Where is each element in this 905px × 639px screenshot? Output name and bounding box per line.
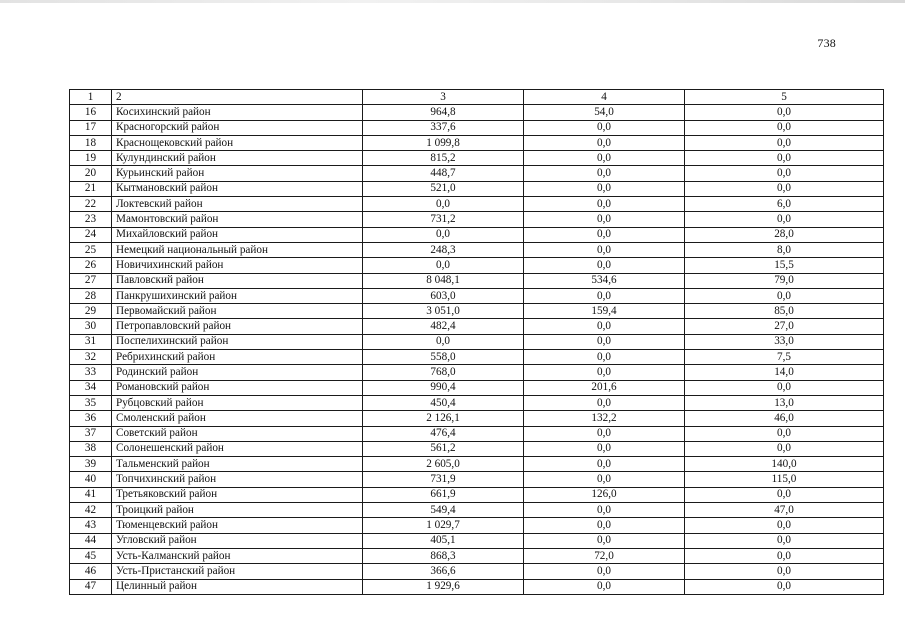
value-col-5: 0,0: [685, 518, 884, 533]
row-number: 42: [70, 503, 112, 518]
value-col-3: 482,4: [363, 319, 524, 334]
district-name: Первомайский район: [112, 304, 363, 319]
table-row: [70, 426, 884, 441]
value-col-5: 0,0: [685, 105, 884, 120]
value-col-3: 990,4: [363, 380, 524, 395]
table-row: [70, 273, 884, 288]
table-row: [70, 242, 884, 257]
value-col-5: 0,0: [685, 380, 884, 395]
value-col-4: 54,0: [524, 105, 685, 120]
value-col-3: 815,2: [363, 151, 524, 166]
value-col-3: 1 029,7: [363, 518, 524, 533]
value-col-3: 0,0: [363, 334, 524, 349]
value-col-4: 534,6: [524, 273, 685, 288]
district-name: Романовский район: [112, 380, 363, 395]
row-number: 36: [70, 411, 112, 426]
value-col-3: 450,4: [363, 395, 524, 410]
table-row: [70, 288, 884, 303]
row-number: 41: [70, 487, 112, 502]
row-number: 31: [70, 334, 112, 349]
table-row: [70, 365, 884, 380]
district-name: Топчихинский район: [112, 472, 363, 487]
value-col-3: 561,2: [363, 441, 524, 456]
district-name: Смоленский район: [112, 411, 363, 426]
row-number: 18: [70, 135, 112, 150]
value-col-4: 201,6: [524, 380, 685, 395]
value-col-4: 0,0: [524, 503, 685, 518]
district-name: Тальменский район: [112, 457, 363, 472]
value-col-4: 0,0: [524, 288, 685, 303]
table-row: [70, 380, 884, 395]
row-number: 47: [70, 579, 112, 594]
value-col-5: 0,0: [685, 212, 884, 227]
value-col-3: 558,0: [363, 350, 524, 365]
value-col-3: 366,6: [363, 564, 524, 579]
value-col-3: 2 126,1: [363, 411, 524, 426]
row-number: 22: [70, 197, 112, 212]
column-header-3: 3: [363, 90, 524, 105]
row-number: 45: [70, 548, 112, 563]
value-col-4: 0,0: [524, 166, 685, 181]
value-col-4: 0,0: [524, 350, 685, 365]
value-col-3: 8 048,1: [363, 273, 524, 288]
district-name: Михайловский район: [112, 227, 363, 242]
row-number: 20: [70, 166, 112, 181]
table-row: [70, 472, 884, 487]
value-col-3: 868,3: [363, 548, 524, 563]
district-name: Солонешенский район: [112, 441, 363, 456]
table-header-row: [70, 90, 884, 105]
value-col-3: 731,2: [363, 212, 524, 227]
value-col-5: 13,0: [685, 395, 884, 410]
value-col-5: 0,0: [685, 135, 884, 150]
value-col-5: 8,0: [685, 242, 884, 257]
value-col-4: 132,2: [524, 411, 685, 426]
district-name: Кытмановский район: [112, 181, 363, 196]
table-row: [70, 166, 884, 181]
district-name: Советский район: [112, 426, 363, 441]
district-name: Целинный район: [112, 579, 363, 594]
value-col-4: 0,0: [524, 564, 685, 579]
value-col-3: 0,0: [363, 258, 524, 273]
value-col-4: 0,0: [524, 334, 685, 349]
row-number: 26: [70, 258, 112, 273]
district-name: Ребрихинский район: [112, 350, 363, 365]
value-col-5: 15,5: [685, 258, 884, 273]
value-col-5: 47,0: [685, 503, 884, 518]
table-row: [70, 105, 884, 120]
table-row: [70, 533, 884, 548]
value-col-4: 126,0: [524, 487, 685, 502]
value-col-5: 0,0: [685, 120, 884, 135]
value-col-5: 0,0: [685, 487, 884, 502]
value-col-3: 661,9: [363, 487, 524, 502]
value-col-5: 0,0: [685, 441, 884, 456]
value-col-4: 72,0: [524, 548, 685, 563]
table-row: [70, 135, 884, 150]
table-row: [70, 304, 884, 319]
value-col-3: 521,0: [363, 181, 524, 196]
value-col-3: 964,8: [363, 105, 524, 120]
table-row: [70, 564, 884, 579]
value-col-4: 0,0: [524, 181, 685, 196]
value-col-4: 0,0: [524, 426, 685, 441]
district-table: [69, 89, 884, 595]
value-col-5: 0,0: [685, 579, 884, 594]
value-col-4: 0,0: [524, 197, 685, 212]
row-number: 34: [70, 380, 112, 395]
value-col-5: 79,0: [685, 273, 884, 288]
value-col-4: 0,0: [524, 395, 685, 410]
value-col-4: 0,0: [524, 441, 685, 456]
value-col-5: 6,0: [685, 197, 884, 212]
district-name: Усть-Калманский район: [112, 548, 363, 563]
value-col-5: 7,5: [685, 350, 884, 365]
value-col-4: 0,0: [524, 472, 685, 487]
column-header-2: 2: [112, 90, 363, 105]
district-name: Петропавловский район: [112, 319, 363, 334]
column-header-4: 4: [524, 90, 685, 105]
table-row: [70, 120, 884, 135]
table-row: [70, 151, 884, 166]
table-row: [70, 197, 884, 212]
value-col-4: 0,0: [524, 258, 685, 273]
district-name: Краснощековский район: [112, 135, 363, 150]
value-col-5: 115,0: [685, 472, 884, 487]
value-col-4: 0,0: [524, 120, 685, 135]
page-number: 738: [817, 36, 836, 50]
value-col-3: 603,0: [363, 288, 524, 303]
value-col-5: 140,0: [685, 457, 884, 472]
table-row: [70, 227, 884, 242]
district-name: Поспелихинский район: [112, 334, 363, 349]
value-col-3: 405,1: [363, 533, 524, 548]
row-number: 19: [70, 151, 112, 166]
district-name: Красногорский район: [112, 120, 363, 135]
table-row: [70, 457, 884, 472]
table-row: [70, 518, 884, 533]
district-name: Павловский район: [112, 273, 363, 288]
row-number: 46: [70, 564, 112, 579]
district-name: Кулундинский район: [112, 151, 363, 166]
district-name: Третьяковский район: [112, 487, 363, 502]
district-name: Косихинский район: [112, 105, 363, 120]
table-row: [70, 212, 884, 227]
scan-edge: [0, 0, 905, 3]
row-number: 27: [70, 273, 112, 288]
value-col-5: 0,0: [685, 548, 884, 563]
value-col-3: 1 929,6: [363, 579, 524, 594]
value-col-3: 731,9: [363, 472, 524, 487]
value-col-5: 28,0: [685, 227, 884, 242]
value-col-5: 33,0: [685, 334, 884, 349]
value-col-3: 448,7: [363, 166, 524, 181]
value-col-3: 0,0: [363, 227, 524, 242]
value-col-5: 0,0: [685, 564, 884, 579]
table-row: [70, 487, 884, 502]
value-col-5: 0,0: [685, 533, 884, 548]
row-number: 29: [70, 304, 112, 319]
value-col-5: 85,0: [685, 304, 884, 319]
row-number: 23: [70, 212, 112, 227]
value-col-3: 549,4: [363, 503, 524, 518]
district-name: Локтевский район: [112, 197, 363, 212]
table-row: [70, 350, 884, 365]
value-col-5: 0,0: [685, 288, 884, 303]
value-col-5: 14,0: [685, 365, 884, 380]
row-number: 25: [70, 242, 112, 257]
table-body: [70, 105, 884, 595]
table-row: [70, 411, 884, 426]
value-col-3: 476,4: [363, 426, 524, 441]
table-row: [70, 334, 884, 349]
value-col-4: 0,0: [524, 242, 685, 257]
row-number: 39: [70, 457, 112, 472]
value-col-3: 0,0: [363, 197, 524, 212]
row-number: 24: [70, 227, 112, 242]
table-row: [70, 579, 884, 594]
row-number: 43: [70, 518, 112, 533]
table-row: [70, 548, 884, 563]
value-col-5: 27,0: [685, 319, 884, 334]
district-name: Рубцовский район: [112, 395, 363, 410]
value-col-4: 0,0: [524, 135, 685, 150]
value-col-3: 768,0: [363, 365, 524, 380]
value-col-4: 0,0: [524, 227, 685, 242]
table-row: [70, 319, 884, 334]
row-number: 37: [70, 426, 112, 441]
row-number: 35: [70, 395, 112, 410]
value-col-5: 0,0: [685, 181, 884, 196]
value-col-4: 0,0: [524, 457, 685, 472]
value-col-5: 0,0: [685, 426, 884, 441]
district-name: Тюменцевский район: [112, 518, 363, 533]
value-col-4: 0,0: [524, 518, 685, 533]
district-name: Троицкий район: [112, 503, 363, 518]
district-name: Мамонтовский район: [112, 212, 363, 227]
district-name: Угловский район: [112, 533, 363, 548]
value-col-5: 0,0: [685, 166, 884, 181]
value-col-3: 248,3: [363, 242, 524, 257]
row-number: 40: [70, 472, 112, 487]
district-name: Курьинский район: [112, 166, 363, 181]
table-row: [70, 441, 884, 456]
value-col-3: 337,6: [363, 120, 524, 135]
district-name: Немецкий национальный район: [112, 242, 363, 257]
value-col-3: 3 051,0: [363, 304, 524, 319]
row-number: 38: [70, 441, 112, 456]
row-number: 33: [70, 365, 112, 380]
row-number: 32: [70, 350, 112, 365]
column-header-5: 5: [685, 90, 884, 105]
table-row: [70, 181, 884, 196]
value-col-4: 0,0: [524, 533, 685, 548]
value-col-3: 1 099,8: [363, 135, 524, 150]
table-row: [70, 258, 884, 273]
value-col-4: 159,4: [524, 304, 685, 319]
value-col-3: 2 605,0: [363, 457, 524, 472]
value-col-5: 0,0: [685, 151, 884, 166]
row-number: 28: [70, 288, 112, 303]
value-col-4: 0,0: [524, 151, 685, 166]
value-col-5: 46,0: [685, 411, 884, 426]
value-col-4: 0,0: [524, 319, 685, 334]
row-number: 16: [70, 105, 112, 120]
row-number: 21: [70, 181, 112, 196]
table-row: [70, 395, 884, 410]
value-col-4: 0,0: [524, 365, 685, 380]
row-number: 30: [70, 319, 112, 334]
table-row: [70, 503, 884, 518]
district-name: Новичихинский район: [112, 258, 363, 273]
district-name: Панкрушихинский район: [112, 288, 363, 303]
row-number: 44: [70, 533, 112, 548]
row-number: 17: [70, 120, 112, 135]
value-col-4: 0,0: [524, 212, 685, 227]
district-name: Родинский район: [112, 365, 363, 380]
value-col-4: 0,0: [524, 579, 685, 594]
district-name: Усть-Пристанский район: [112, 564, 363, 579]
column-header-1: 1: [70, 90, 112, 105]
